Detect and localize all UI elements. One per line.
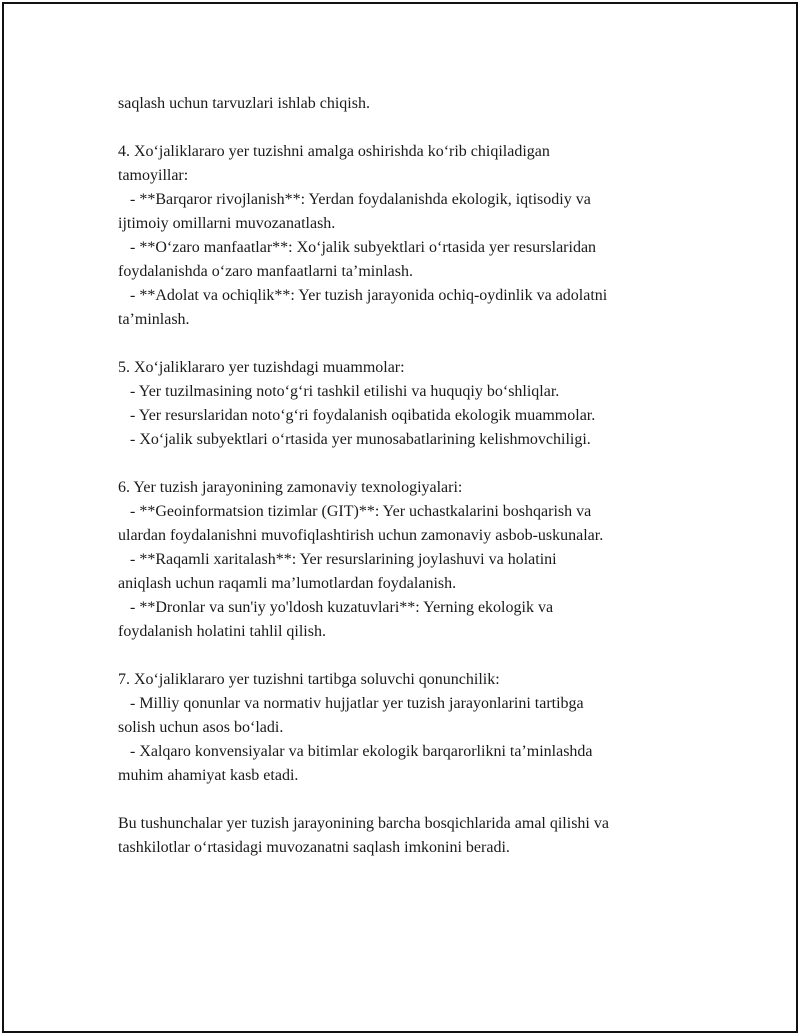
list-item: - **Barqaror rivojlanish**: Yerdan foydalanishda ekologik, iqtisodiy va [118, 191, 591, 208]
text-line: tamoyillar: [118, 167, 189, 184]
section-4-principles [118, 140, 693, 332]
text-line: foydalanishda o‘zaro manfaatlarni ta’minlash. [118, 263, 413, 280]
text-line: tashkilotlar o‘rtasidagi muvozanatni saqlash imkonini beradi. [118, 839, 510, 856]
paragraph-gap [118, 644, 693, 668]
list-item: - **Raqamli xaritalash**: Yer resurslarining joylashuvi va holatini [118, 551, 557, 568]
text-line: ta’minlash. [118, 311, 190, 328]
list-item: - Xo‘jalik subyektlari o‘rtasida yer munosabatlarining kelishmovchiligi. [118, 431, 591, 448]
text-line: saqlash uchun tarvuzlari ishlab chiqish. [118, 95, 370, 112]
text-line: Bu tushunchalar yer tuzish jarayonining barcha bosqichlarida amal qilishi va [118, 815, 609, 832]
section-6-technologies [118, 476, 693, 644]
section-heading: 4. Xo‘jaliklararo yer tuzishni amalga oshirishda ko‘rib chiqiladigan [118, 143, 550, 160]
section-7-legislation [118, 668, 693, 788]
list-item: - **Adolat va ochiqlik**: Yer tuzish jarayonida ochiq-oydinlik va adolatni [118, 287, 608, 304]
section-heading: 5. Xo‘jaliklararo yer tuzishdagi muammolar: [118, 359, 405, 376]
text-line: muhim ahamiyat kasb etadi. [118, 767, 299, 784]
paragraph-gap [118, 788, 693, 812]
text-line: solish uchun asos bo‘ladi. [118, 719, 284, 736]
list-item: - Yer resurslaridan noto‘g‘ri foydalanish oqibatida ekologik muammolar. [118, 407, 596, 424]
text-line: foydalanish holatini tahlil qilish. [118, 623, 326, 640]
list-item: - Xalqaro konvensiyalar va bitimlar ekologik barqarorlikni ta’minlashda [118, 743, 593, 760]
section-heading: 6. Yer tuzish jarayonining zamonaviy texnologiyalari: [118, 479, 463, 496]
text-line: ulardan foydalanishni muvofiqlashtirish uchun zamonaviy asbob-uskunalar. [118, 527, 604, 544]
list-item: - **Dronlar va sun'iy yo'ldosh kuzatuvlari**: Yerning ekologik va [118, 599, 554, 616]
paragraph-gap [118, 116, 693, 140]
paragraph-gap [118, 452, 693, 476]
section-heading: 7. Xo‘jaliklararo yer tuzishni tartibga soluvchi qonunchilik: [118, 671, 500, 688]
list-item: - Milliy qonunlar va normativ hujjatlar yer tuzish jarayonlarini tartibga [118, 695, 584, 712]
text-line: ijtimoiy omillarni muvozanatlash. [118, 215, 336, 232]
section-5-problems [118, 356, 693, 452]
list-item: - **O‘zaro manfaatlar**: Xo‘jalik subyektlari o‘rtasida yer resurslaridan [118, 239, 597, 256]
paragraph-intro-tail [118, 92, 693, 116]
text-line: aniqlash uchun raqamli ma’lumotlardan foydalanish. [118, 575, 457, 592]
conclusion-paragraph [118, 812, 693, 860]
paragraph-gap [118, 332, 693, 356]
list-item: - **Geoinformatsion tizimlar (GIT)**: Yer uchastkalarini boshqarish va [118, 503, 592, 520]
list-item: - Yer tuzilmasining noto‘g‘ri tashkil etilishi va huquqiy bo‘shliqlar. [118, 383, 560, 400]
document-body [118, 92, 693, 860]
